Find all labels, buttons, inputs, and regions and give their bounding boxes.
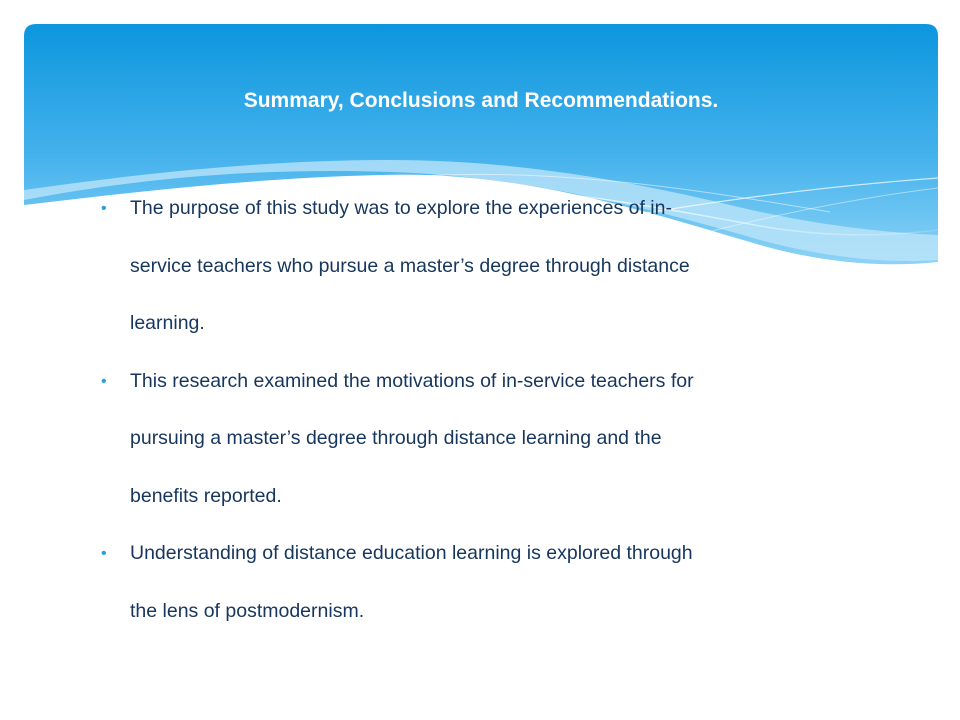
bullet-line: pursuing a master’s degree through distance learning and the: [130, 427, 662, 449]
bullet-line: service teachers who pursue a master’s degree through distance: [130, 254, 690, 277]
bullet-line: The purpose of this study was to explore the experiences of in-: [130, 197, 672, 219]
bullet-dot-icon: •: [101, 200, 107, 217]
bullet-item: [0, 180, 960, 353]
bullet-list: [0, 180, 960, 640]
bullet-item: [0, 525, 960, 640]
bullet-line: learning.: [130, 312, 205, 334]
bullet-line: This research examined the motivations of in-service teachers for: [130, 369, 694, 392]
bullet-line: benefits reported.: [130, 484, 282, 507]
bullet-item: [0, 353, 960, 526]
bullet-dot-icon: •: [101, 372, 107, 390]
bullet-dot-icon: •: [101, 545, 107, 562]
bullet-line: Understanding of distance education learning is explored through: [130, 542, 693, 564]
slide-title: Summary, Conclusions and Recommendations.: [243, 89, 719, 112]
bullet-line: the lens of postmodernism.: [130, 599, 365, 622]
